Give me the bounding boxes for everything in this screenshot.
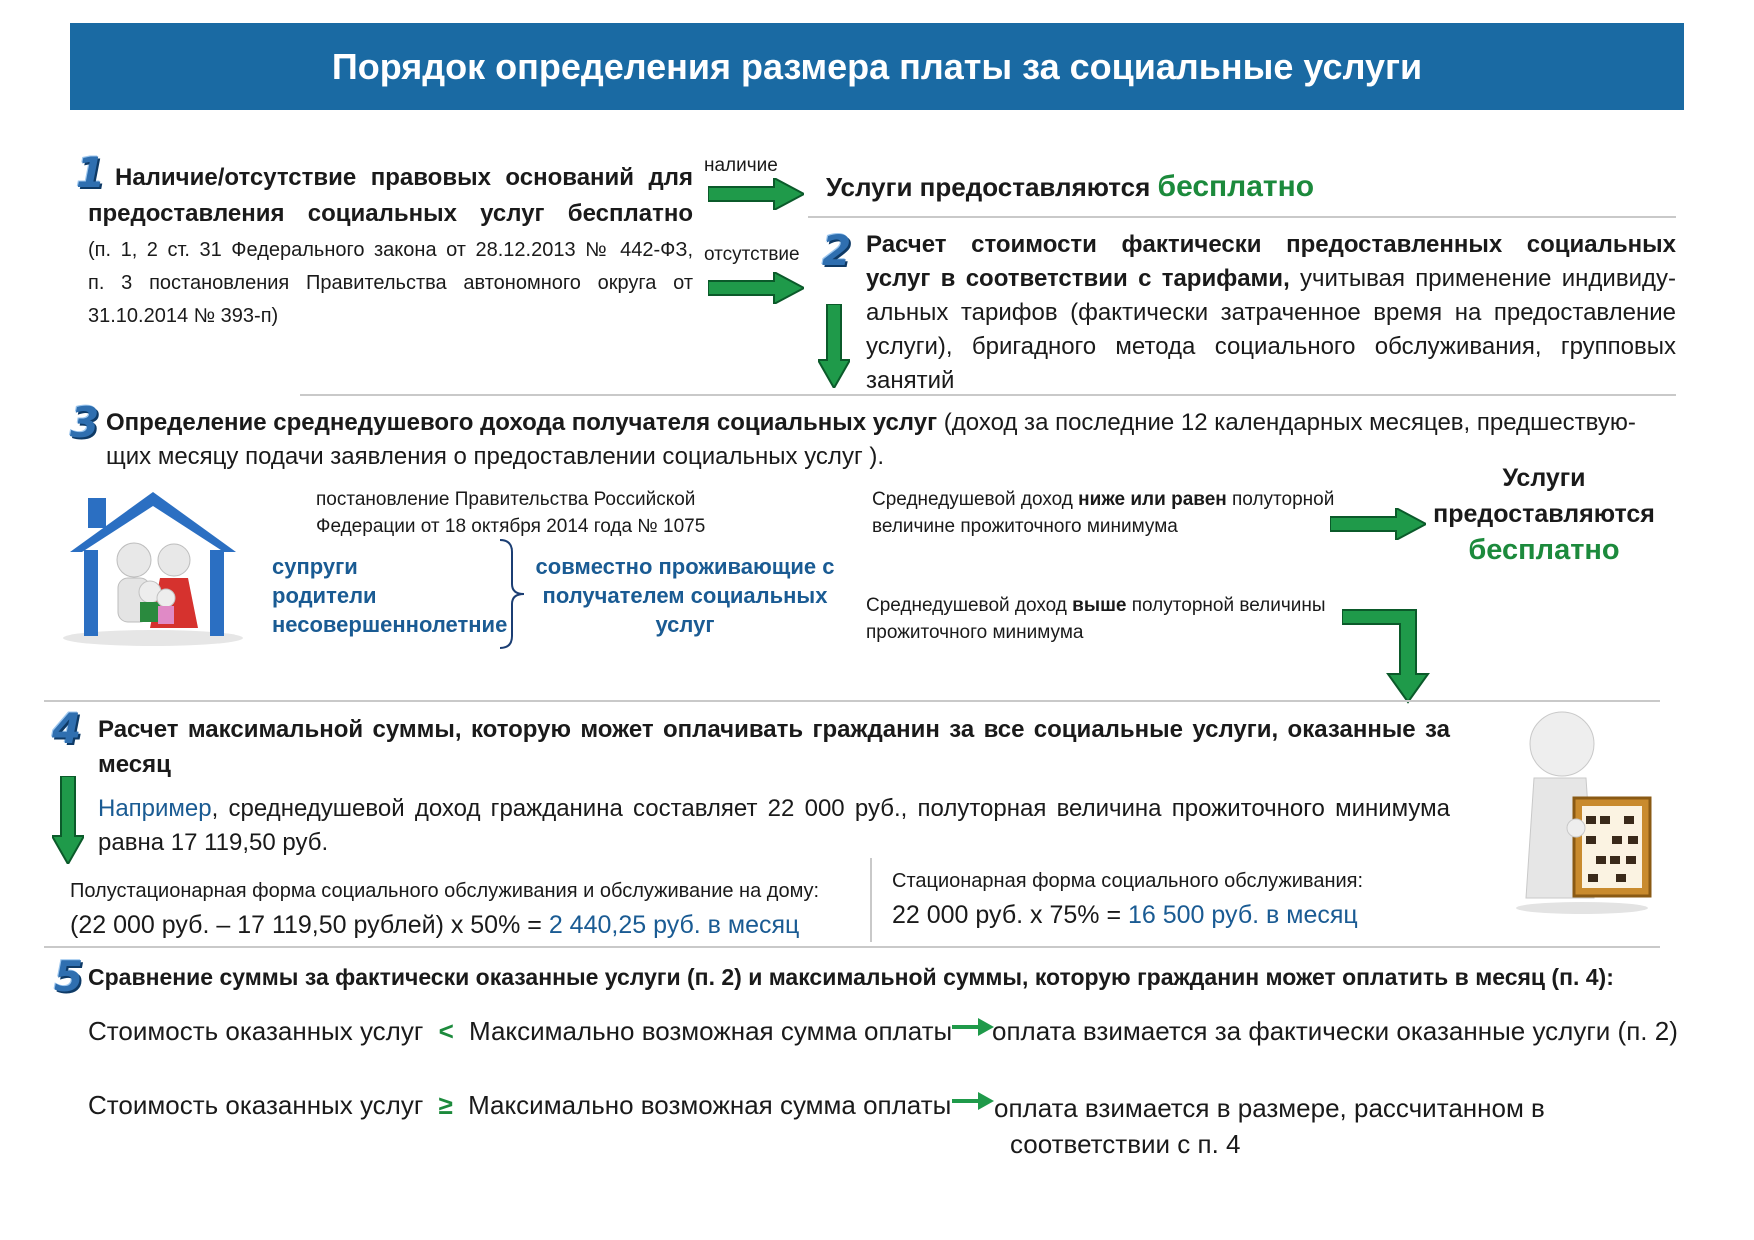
house-family-icon (48, 488, 248, 648)
step2-text (866, 228, 1676, 398)
step4-title-line: Расчет максимальной суммы, которую может оплачивать гражданин за все социальные услуги, оказанные за (98, 716, 1450, 743)
arrow-down-icon (818, 304, 850, 388)
cohabit-line: услуг (655, 612, 715, 637)
step3-title-line1: Определение среднедушевого дохода получателя социальных услуг (доход за последние 12 календарных месяцев, предшествую- (106, 409, 1636, 436)
step2-line: альных тарифов (фактически затраченное время на предоставление (866, 299, 1676, 326)
result-free: бесплатно (1468, 534, 1620, 566)
cohabit-line: получателем социальных (542, 583, 828, 608)
step1-ref-line: п. 3 постановления Правительства автономного округа от (88, 272, 693, 294)
semi-label: Полустационарная форма социального обслуживания и обслуживание на дому: (70, 880, 820, 902)
step1-title-line: предоставления социальных услуг бесплатно (88, 200, 693, 227)
row2-result-line: оплата взимается в размере, рассчитанном в (994, 1093, 1545, 1123)
arrow-corner-down-icon (1342, 608, 1438, 704)
decree-reference (316, 486, 705, 540)
step1-title (88, 160, 693, 232)
step4-title-line: месяц (98, 751, 171, 778)
arrow-right-icon (1330, 508, 1426, 540)
step1-ref-line: 31.10.2014 № 393-п) (88, 305, 279, 327)
row1-result: оплата взимается за фактически оказанные услуги (п. 2) (992, 1016, 1678, 1046)
step-1-number: 1 (76, 148, 106, 197)
label-presence: наличие (704, 155, 778, 176)
step4-example (98, 792, 1450, 860)
step-3-number: 3 (70, 398, 100, 447)
row2-result (994, 1090, 1545, 1162)
step4-title (98, 712, 1450, 782)
cohabit-note (530, 552, 840, 639)
divider (44, 700, 1660, 702)
result-line: предоставляются (1433, 500, 1655, 528)
max-label: Максимально возможная сумма оплаты (469, 1016, 953, 1046)
comparison-row-2 (88, 1090, 951, 1121)
divider (44, 946, 1660, 948)
stationary-label: Стационарная форма социального обслуживания: (892, 870, 1364, 892)
family-item: супруги (272, 554, 358, 579)
condition-high: Среднедушевой доход выше полуторной величины прожиточного минимума (866, 595, 1326, 643)
row2-result-line: соответствии с п. 4 (1010, 1129, 1241, 1159)
step2-line: занятий (866, 367, 955, 394)
arrow-right-icon (708, 178, 804, 210)
person-abacus-icon (1500, 708, 1660, 916)
arrow-right-icon (708, 272, 804, 304)
stationary-formula: 22 000 руб. х 75% = 16 500 руб. в месяц (892, 901, 1358, 929)
step-2-number: 2 (822, 226, 852, 275)
divider (808, 216, 1676, 218)
step2-line: услуги), бригадного метода социального обслуживания, групповых (866, 333, 1676, 360)
page-title: Порядок определения размера платы за социальные услуги (331, 45, 1423, 87)
divider (300, 394, 1676, 396)
step1-result (826, 170, 1314, 204)
semi-formula: (22 000 руб. – 17 119,50 рублей) х 50% = 2 440,25 руб. в месяц (70, 911, 800, 939)
cost-label: Стоимость оказанных услуг (88, 1090, 424, 1120)
decree-line: постановление Правительства Российской (316, 489, 696, 510)
example-line2: равна 17 119,50 руб. (98, 829, 329, 856)
vertical-divider (870, 858, 872, 942)
max-label: Максимально возможная сумма оплаты (468, 1090, 952, 1120)
step3-title-line2: щих месяцу подачи заявления о предоставлении социальных услуг ). (106, 443, 885, 470)
less-sign: < (438, 1016, 454, 1046)
arrow-down-icon (52, 776, 84, 864)
step1-ref-line: (п. 1, 2 ст. 31 Федерального закона от 28.12.2013 № 442-ФЗ, (88, 239, 693, 261)
decree-line: Федерации от 18 октября 2014 года № 1075 (316, 516, 706, 537)
example-line1: Например, среднедушевой доход гражданина составляет 22 000 руб., полуторная величина прожиточного минимума (98, 795, 1450, 822)
stationary-block (892, 866, 1363, 934)
family-list (272, 552, 507, 639)
label-absence: отсутствие (704, 244, 800, 265)
step-4-number: 4 (52, 704, 82, 753)
step2-line: услуг в соответствии с тарифами, учитывая применение индивиду- (866, 265, 1676, 292)
result-text: Услуги предоставляются (826, 172, 1158, 202)
step2-line: Расчет стоимости фактически предоставленных социальных (866, 231, 1676, 258)
small-arrow-icon (950, 1090, 994, 1112)
family-item: родители (272, 583, 377, 608)
step1-title-line: Наличие/отсутствие правовых оснований для (115, 164, 693, 191)
step5-title: Сравнение суммы за фактически оказанные услуги (п. 2) и максимальной суммы, которую гражданин может оплатить в месяц (п. 4): (88, 964, 1614, 990)
semi-stationary-block (70, 876, 819, 944)
small-arrow-icon (950, 1016, 994, 1038)
step-5-number: 5 (54, 952, 84, 1001)
cohabit-line: совместно проживающие с (535, 554, 835, 579)
cost-label: Стоимость оказанных услуг (88, 1016, 424, 1046)
result-free: бесплатно (1157, 170, 1315, 203)
condition-low: Среднедушевой доход ниже или равен полуторной величине прожиточного минимума (872, 489, 1335, 537)
geq-sign: ≥ (438, 1090, 453, 1120)
step3-result (1432, 460, 1656, 568)
brace-icon (498, 538, 528, 650)
family-item: несовершеннолетние (272, 612, 508, 637)
comparison-row-1 (88, 1016, 952, 1047)
step1-reference (88, 234, 693, 333)
result-line: Услуги (1502, 464, 1586, 492)
page-header (70, 23, 1684, 110)
